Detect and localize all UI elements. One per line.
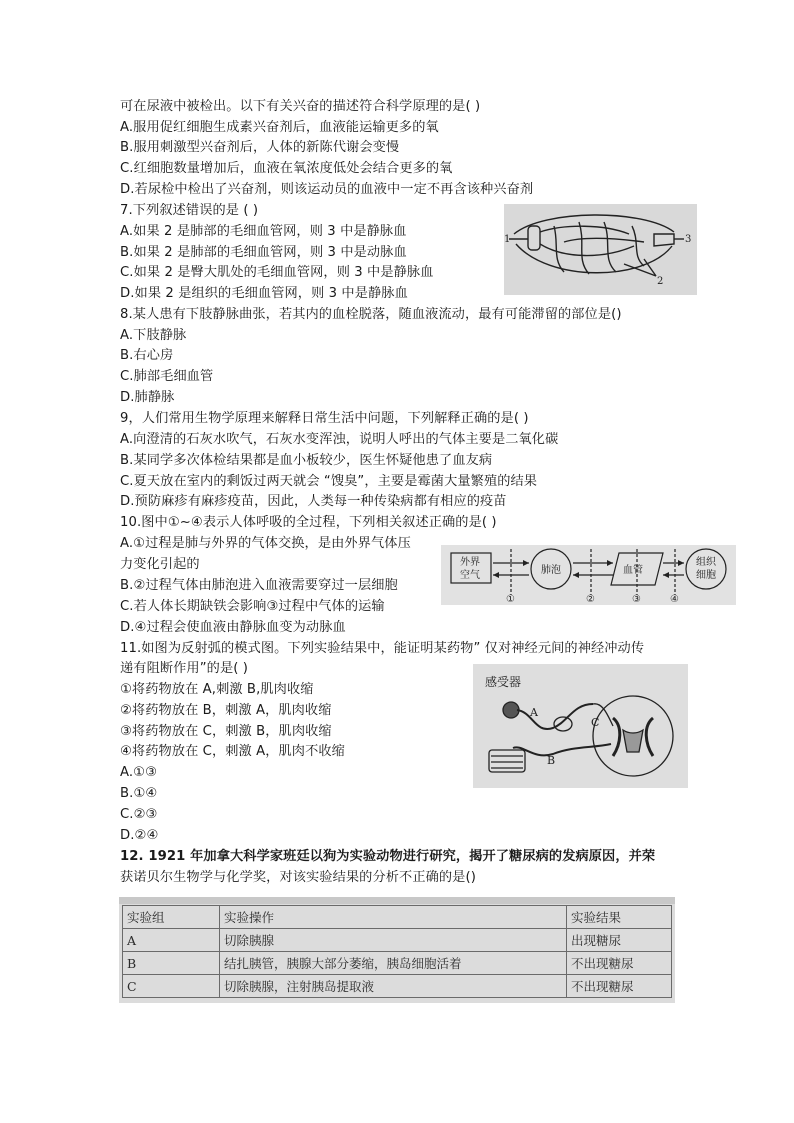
q6-stem-continuation: 可在尿液中被检出。以下有关兴奋的描述符合科学原理的是( ) [120, 99, 481, 114]
q7-option-a: A.如果 2 是肺部的毛细血管网，则 3 中是静脉血 [120, 224, 407, 239]
q11-option-c: C.②③ [120, 807, 158, 822]
q8-option-a: A.下肢静脉 [120, 328, 187, 343]
q12-experiment-table [119, 897, 675, 1003]
q11-stem: 11.如图为反射弧的模式图。下列实验结果中，能证明某药物” 仅对神经元间的神经冲动传 [120, 641, 645, 656]
q8-stem: 8.某人患有下肢静脉曲张，若其内的血栓脱落，随血液流动，最有可能滞留的部位是() [120, 307, 622, 322]
blood-vessel-label: 血管 [623, 565, 643, 576]
capillary-network-diagram [504, 204, 697, 295]
q11-option-b: B.①④ [120, 786, 158, 801]
q12-stem-cont: 获诺贝尔生物学与化学奖，对该实验结果的分析不正确的是() [120, 870, 476, 885]
receptor-label: 感受器 [485, 675, 522, 689]
point-c-label: C [591, 716, 600, 729]
q10-stem: 10.图中①~④表示人体呼吸的全过程，下列相关叙述正确的是( ) [120, 515, 497, 530]
process-1: ① [506, 594, 515, 605]
outside-air-line2: 空气 [460, 570, 480, 581]
table-header-row [123, 906, 672, 929]
table-row [123, 952, 672, 975]
label-2: 2 [657, 276, 664, 287]
q9-option-c: C.夏天放在室内的剩饭过两天就会 “馊臭”，主要是霉菌大量繁殖的结果 [120, 474, 538, 489]
q10-respiration-figure [441, 545, 736, 605]
q6-option-b: B.服用刺激型兴奋剂后，人体的新陈代谢会变慢 [120, 140, 400, 155]
tissue-cells-line1: 组织 [696, 557, 716, 568]
cell-group: A [123, 929, 220, 952]
q9-stem: 9，人们常用生物学原理来解释日常生活中问题，下列解释正确的是( ) [120, 411, 529, 426]
q11-reflex-arc-figure [473, 664, 688, 788]
q8-option-d: D.肺静脉 [120, 390, 175, 405]
q6-option-c: C.红细胞数量增加后，血液在氧浓度低处会结合更多的氧 [120, 161, 453, 176]
label-3: 3 [685, 234, 692, 245]
cropped-line-strip [119, 897, 675, 904]
reflex-arc-diagram [473, 664, 688, 788]
cell-operation: 切除胰腺，注射胰岛提取液 [220, 975, 567, 998]
q8-option-c: C.肺部毛细血管 [120, 369, 214, 384]
q10-option-a-cont: 力变化引起的 [120, 557, 200, 572]
process-2: ② [586, 594, 595, 605]
q10-option-b: B.②过程气体由肺泡进入血液需要穿过一层细胞 [120, 578, 398, 593]
table-row [123, 929, 672, 952]
q7-option-d: D.如果 2 是组织的毛细血管网，则 3 中是静脉血 [120, 286, 408, 301]
cell-result: 出现糖尿 [567, 929, 672, 952]
q11-option-a: A.①③ [120, 765, 158, 780]
experiment-table [122, 905, 672, 998]
cell-result: 不出现糖尿 [567, 975, 672, 998]
q11-option-d: D.②④ [120, 828, 159, 843]
q10-option-c: C.若人体长期缺铁会影响③过程中气体的运输 [120, 599, 385, 614]
table-row [123, 975, 672, 998]
process-4: ④ [670, 594, 679, 605]
alveoli-label: 肺泡 [541, 565, 561, 576]
label-1: 1 [504, 234, 511, 245]
header-operation: 实验操作 [220, 906, 567, 929]
q11-item-1: ①将药物放在 A,刺激 B,肌肉收缩 [120, 682, 314, 697]
q11-item-3: ③将药物放在 C，刺激 B，肌肉收缩 [120, 724, 332, 739]
q6-option-a: A.服用促红细胞生成素兴奋剂后，血液能运输更多的氧 [120, 120, 439, 135]
q9-option-a: A.向澄清的石灰水吹气，石灰水变浑浊，说明人呼出的气体主要是二氧化碳 [120, 432, 559, 447]
q11-item-2: ②将药物放在 B，刺激 A，肌肉收缩 [120, 703, 332, 718]
respiration-process-diagram [441, 545, 736, 605]
q7-stem: 7.下列叙述错误的是 ( ) [120, 203, 259, 218]
q10-option-d: D.④过程会使血液由静脉血变为动脉血 [120, 620, 346, 635]
q12-stem: 12. 1921 年加拿大科学家班廷以狗为实验动物进行研究，揭开了糖尿病的发病原因，并荣 [120, 849, 656, 864]
tissue-cells-line2: 细胞 [696, 570, 716, 581]
q11-item-4: ④将药物放在 C，刺激 A，肌肉不收缩 [120, 744, 345, 759]
q8-option-b: B.右心房 [120, 348, 174, 363]
q10-option-a: A.①过程是肺与外界的气体交换，是由外界气体压 [120, 536, 411, 551]
header-result: 实验结果 [567, 906, 672, 929]
cell-operation: 切除胰腺 [220, 929, 567, 952]
header-group: 实验组 [123, 906, 220, 929]
point-b-label: B [547, 754, 556, 767]
q6-option-d: D.若尿检中检出了兴奋剂，则该运动员的血液中一定不再含该种兴奋剂 [120, 182, 534, 197]
outside-air-line1: 外界 [460, 557, 480, 568]
cell-result: 不出现糖尿 [567, 952, 672, 975]
q9-option-b: B.某同学多次体检结果都是血小板较少，医生怀疑他患了血友病 [120, 453, 493, 468]
cell-group: B [123, 952, 220, 975]
cell-group: C [123, 975, 220, 998]
q7-capillary-figure [504, 204, 697, 295]
point-a-label: A [530, 706, 538, 719]
process-3: ③ [632, 594, 641, 605]
cell-operation: 结扎胰管，胰腺大部分萎缩，胰岛细胞活着 [220, 952, 567, 975]
q9-option-d: D.预防麻疹有麻疹疫苗，因此，人类每一种传染病都有相应的疫苗 [120, 494, 507, 509]
q7-option-b: B.如果 2 是肺部的毛细血管网，则 3 中是动脉血 [120, 245, 407, 260]
q7-option-c: C.如果 2 是臀大肌处的毛细血管网，则 3 中是静脉血 [120, 265, 434, 280]
q11-stem-cont: 递有阻断作用”的是( ) [120, 661, 249, 676]
